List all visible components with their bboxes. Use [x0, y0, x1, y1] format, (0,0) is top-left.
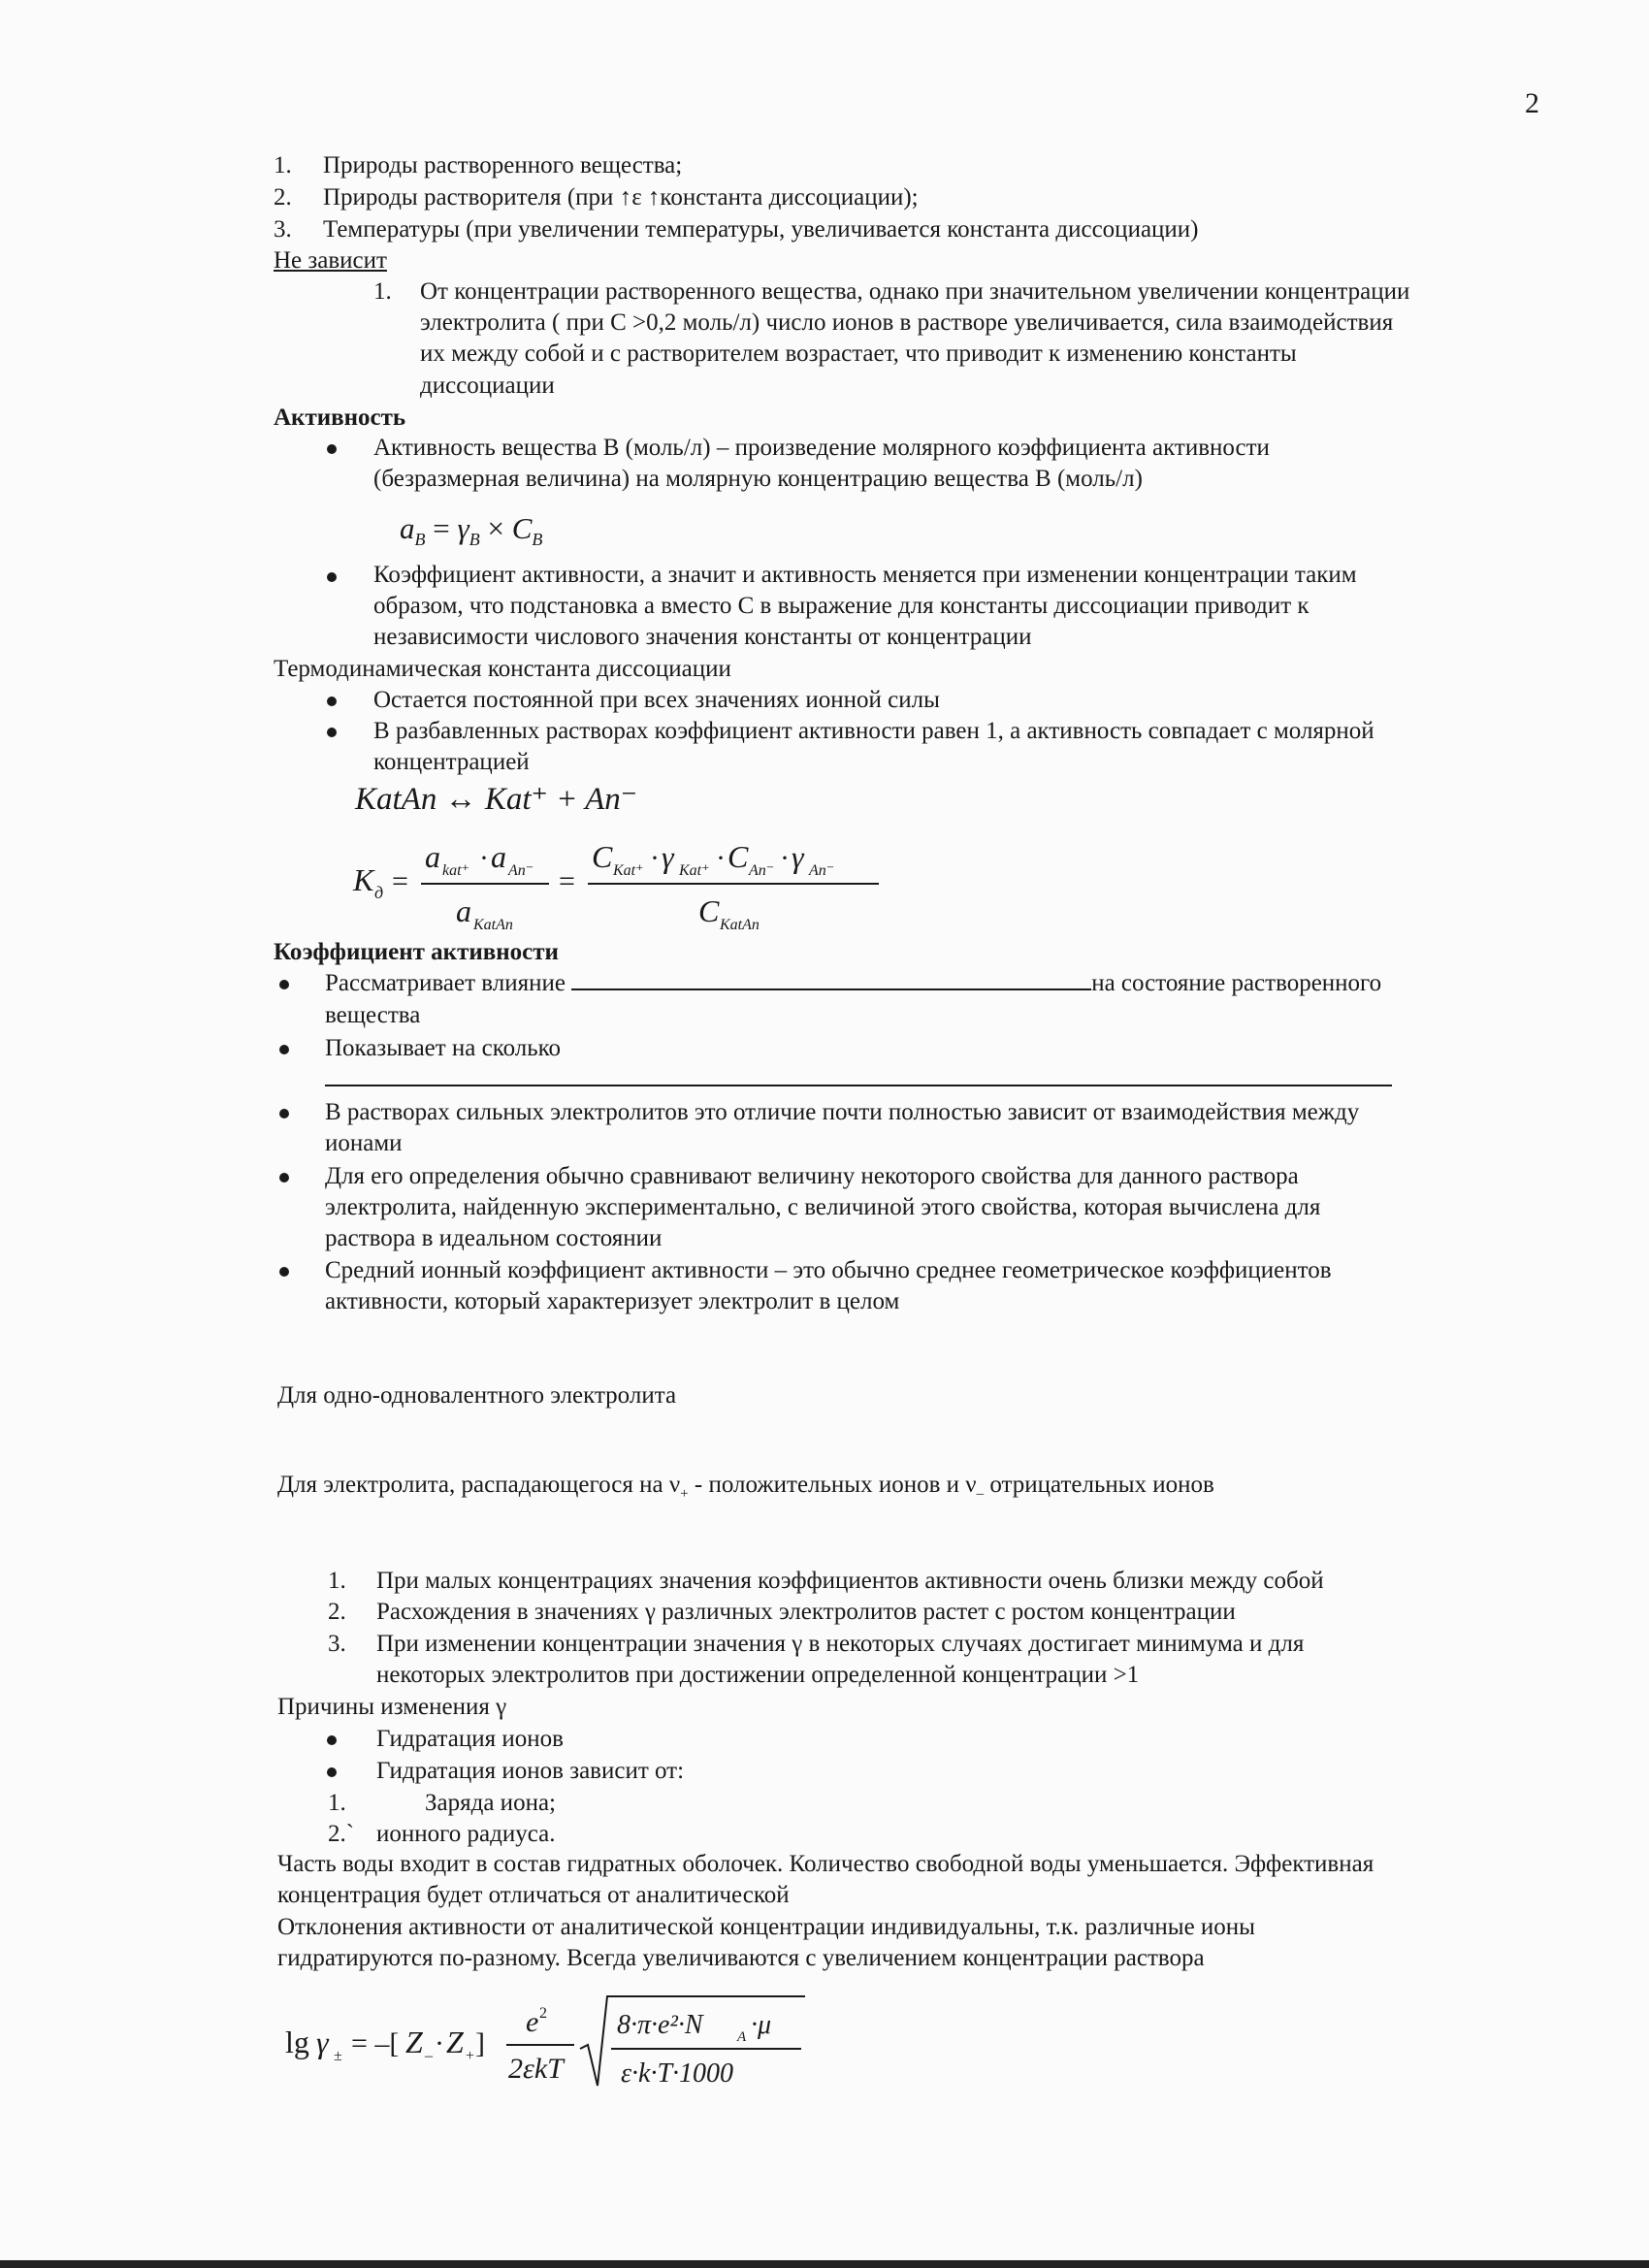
bullet [279, 1267, 289, 1277]
bullet [279, 980, 289, 989]
activity-heading: Активность [274, 405, 406, 431]
svg-text:kat⁺: kat⁺ [442, 862, 469, 879]
bullet [327, 444, 337, 454]
text-line: Рассматривает влияние на состояние растворенного [325, 970, 1382, 996]
svg-text:KatAn: KatAn [473, 917, 513, 933]
thermo-heading: Термодинамическая константа диссоциации [274, 656, 731, 682]
dissociation-reaction: KatAn ↔ Kat⁺ + An⁻ [355, 782, 638, 817]
scan-edge [0, 2260, 1649, 2268]
list-item: ионного радиуса. [376, 1821, 556, 1847]
svg-text:Z: Z [405, 2025, 423, 2059]
text-line: независимости числового значения константы от концентрации [373, 624, 1032, 650]
text-line: От концентрации растворенного вещества, однако при значительном увеличении концентрации [420, 278, 1410, 305]
text-line: (безразмерная величина) на молярную концентрацию вещества В (моль/л) [373, 466, 1143, 492]
list-number: 1. [274, 152, 292, 178]
list-number: 3. [274, 216, 292, 243]
svg-text:γ: γ [662, 839, 674, 874]
list-number: 2. [274, 184, 292, 211]
list-number: 3. [328, 1631, 346, 1657]
fill-blank [571, 988, 1091, 990]
text-line: электролита, найденную экспериментально, с величиной этого свойства, которая вычислена для [325, 1194, 1321, 1220]
fill-blank [325, 1085, 1392, 1086]
text-line: электролита ( при С >0,2 моль/л) число ионов в растворе увеличивается, сила взаимодействия [420, 309, 1394, 336]
svg-text:C: C [592, 839, 613, 874]
text-line: их между собой и с растворителем возрастает, что приводит к изменению константы [420, 340, 1297, 367]
coef-heading: Коэффициент активности [274, 939, 559, 965]
text-line: Для одно-одновалентного электролита [277, 1382, 677, 1409]
list-item: Природы растворенного вещества; [323, 152, 683, 178]
svg-text:Kat⁺: Kat⁺ [679, 862, 710, 879]
svg-text:e: e [526, 2006, 539, 2038]
text-line: концентрация будет отличаться от аналитической [277, 1882, 790, 1908]
text-line: активности, который характеризует электролит в целом [325, 1288, 900, 1314]
kd-formula [349, 832, 892, 939]
text-line: Для его определения обычно сравнивают величину некоторого свойства для данного раствора [325, 1163, 1299, 1189]
svg-text:–: – [425, 2048, 433, 2064]
list-item: При изменении концентрации значения γ в некоторых случаях достигает минимума и для [376, 1631, 1305, 1657]
bullet [327, 1767, 337, 1777]
list-item: Природы растворителя (при ↑ε ↑константа диссоциации); [323, 184, 919, 211]
svg-text:8·π·e²·N: 8·π·e²·N [617, 2010, 703, 2040]
bullet [327, 697, 337, 706]
svg-text:C: C [698, 893, 720, 928]
svg-text:γ: γ [792, 839, 804, 874]
list-number: 1. [328, 1790, 346, 1816]
list-item: Заряда иона; [425, 1790, 556, 1816]
bullet [327, 1735, 337, 1745]
text-line: Коэффициент активности, а значит и активность меняется при изменении концентрации таким [373, 562, 1357, 588]
svg-text:д: д [374, 883, 384, 902]
activity-formula: $a_B = \gamma_B \times C_B$ [400, 511, 543, 550]
svg-text:A: A [737, 2029, 747, 2045]
svg-text:·: · [716, 842, 726, 874]
text-line: Отклонения активности от аналитической концентрации индивидуальны, т.к. различные ионы [277, 1914, 1255, 1940]
bullet [279, 1045, 289, 1054]
text-line: Гидратация ионов зависит от: [376, 1758, 685, 1784]
text-line: В растворах сильных электролитов это отличие почти полностью зависит от взаимодействия между [325, 1099, 1360, 1125]
svg-text:±: ± [334, 2048, 342, 2064]
svg-text:An⁻: An⁻ [508, 862, 534, 879]
list-number: 1. [328, 1568, 346, 1594]
causes-heading: Причины изменения γ [277, 1694, 507, 1720]
bullet [279, 1109, 289, 1118]
svg-text:a: a [425, 839, 440, 874]
svg-text:KatAn: KatAn [720, 917, 760, 933]
svg-text:=: = [559, 865, 575, 897]
text-line: вещества [325, 1002, 421, 1028]
svg-text:·μ: ·μ [751, 2010, 772, 2040]
svg-text:·: · [650, 842, 660, 874]
bullet [279, 1173, 289, 1183]
list-item: При малых концентрациях значения коэффициентов активности очень близки между собой [376, 1568, 1324, 1594]
svg-text:+: + [466, 2048, 475, 2064]
svg-text:lg: lg [285, 2025, 309, 2059]
text-line: В разбавленных растворах коэффициент активности равен 1, а активность совпадает с молярной [373, 718, 1374, 744]
svg-text:·: · [479, 842, 489, 874]
list-number: 2.` [328, 1821, 355, 1847]
text-line: Средний ионный коэффициент активности – это обычно среднее геометрическое коэффициентов [325, 1257, 1332, 1283]
svg-text:·: · [435, 2027, 444, 2059]
svg-text:2εkT: 2εkT [508, 2053, 564, 2085]
text-line: Для электролита, распадающегося на $\nu_+$ - положительных ионов и $\nu_-$ отрицательных ионов [277, 1472, 1214, 1502]
svg-text:An⁻: An⁻ [809, 862, 835, 879]
svg-text:Z: Z [446, 2025, 464, 2059]
text-line: Активность вещества В (моль/л) – произведение молярного коэффициента активности [373, 435, 1270, 461]
text-line: Гидратация ионов [376, 1726, 564, 1752]
text-line: образом, что подстановка а вместо С в выражение для константы диссоциации приводит к [373, 593, 1310, 619]
svg-text:C: C [728, 839, 749, 874]
svg-text:= –[: = –[ [351, 2027, 400, 2059]
bullet [327, 728, 337, 737]
svg-text:ε·k·T·1000: ε·k·T·1000 [621, 2058, 734, 2089]
svg-text:=: = [392, 865, 408, 897]
svg-text:a: a [491, 839, 506, 874]
svg-text:An⁻: An⁻ [749, 862, 775, 879]
text-line: Показывает на сколько [325, 1035, 562, 1061]
svg-text:·: · [780, 842, 790, 874]
text-line: ионами [325, 1130, 403, 1156]
svg-text:K: K [353, 862, 374, 897]
svg-text:]: ] [475, 2027, 485, 2059]
list-number: 1. [373, 278, 392, 305]
list-item: Температуры (при увеличении температуры, увеличивается константа диссоциации) [323, 216, 1199, 243]
bullet [327, 572, 337, 582]
svg-text:a: a [456, 893, 471, 928]
svg-text:Kat⁺: Kat⁺ [613, 862, 644, 879]
page-number: 2 [1525, 87, 1539, 119]
text-line: Часть воды входит в состав гидратных оболочек. Количество свободной воды уменьшается. Эффективная [277, 1851, 1374, 1877]
svg-text:γ: γ [316, 2025, 329, 2059]
list-item: некоторых электролитов при достижении определенной концентрации >1 [376, 1662, 1140, 1688]
list-item: Расхождения в значениях γ различных электролитов растет с ростом концентрации [376, 1599, 1236, 1625]
text-line: концентрацией [373, 749, 530, 775]
list-number: 2. [328, 1599, 346, 1625]
text-line: раствора в идеальном состоянии [325, 1225, 663, 1251]
debye-huckel-formula [281, 1989, 824, 2095]
text-line: гидратируются по-разному. Всегда увеличиваются с увеличением концентрации раствора [277, 1945, 1205, 1971]
svg-text:2: 2 [539, 2005, 547, 2022]
text-line: диссоциации [420, 373, 555, 399]
not-depends-heading: Не зависит [274, 247, 387, 274]
text-line: Остается постоянной при всех значениях ионной силы [373, 687, 940, 713]
